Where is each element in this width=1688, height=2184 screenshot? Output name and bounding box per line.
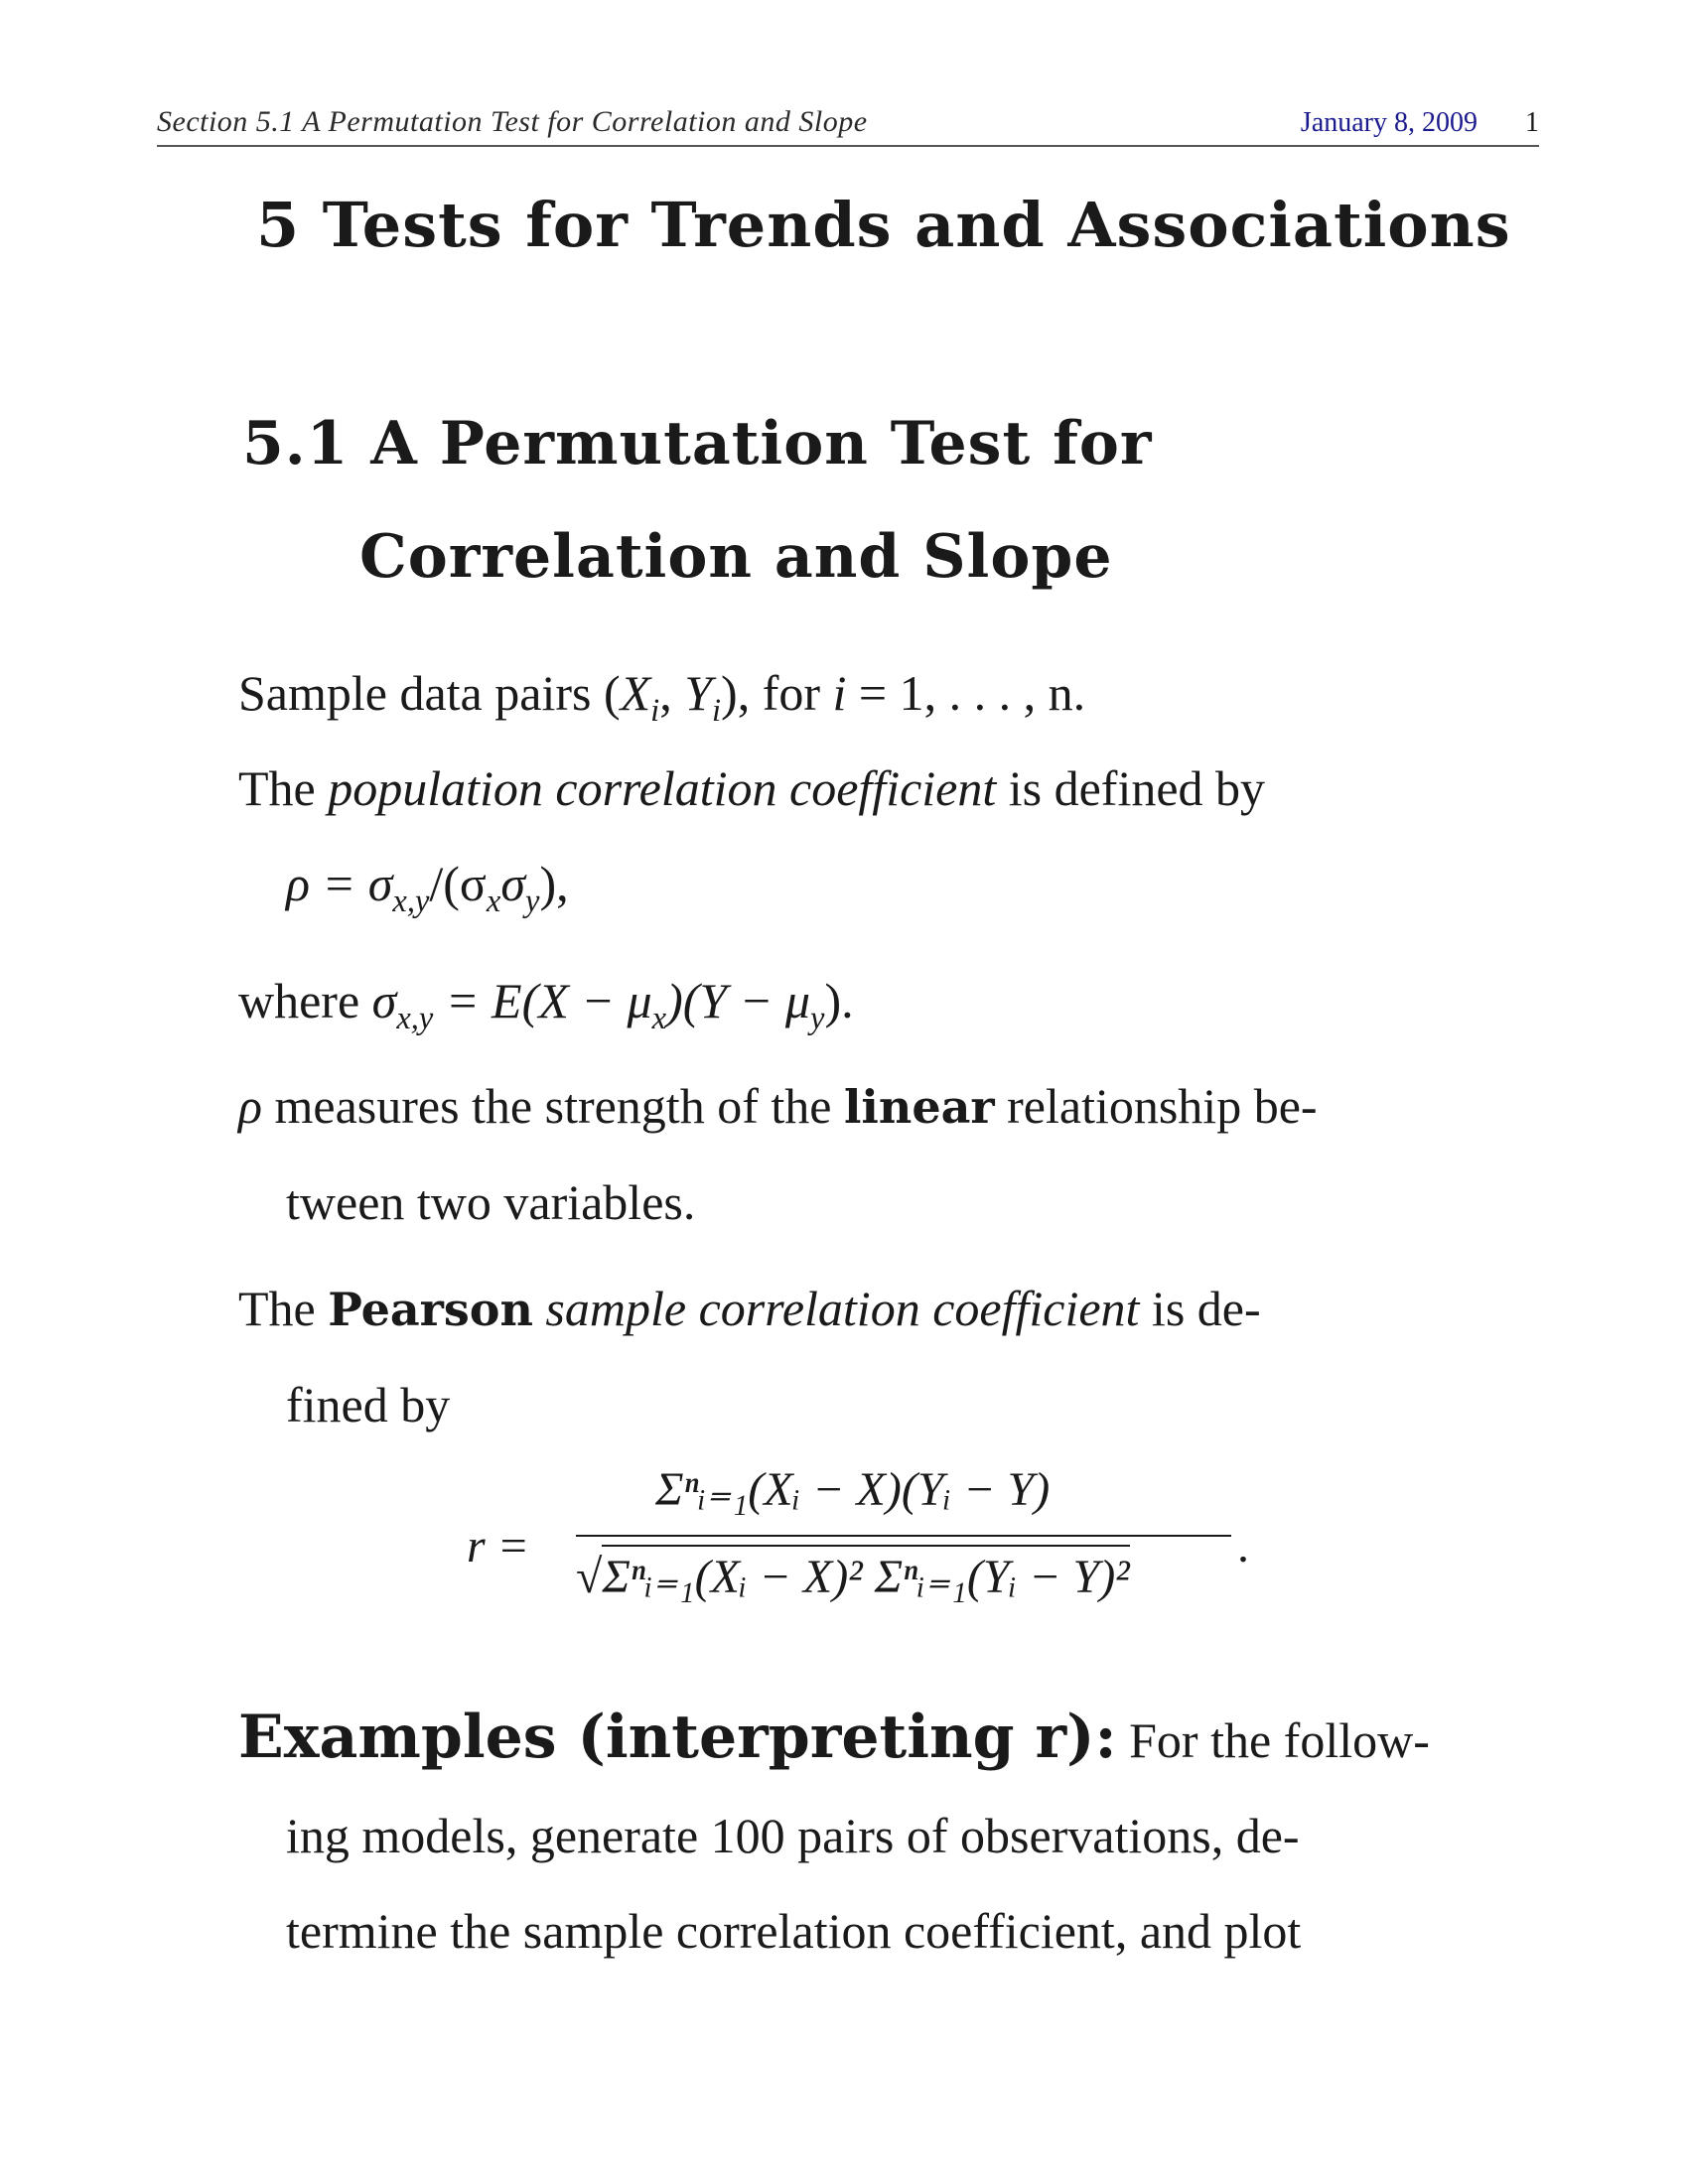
pearson-term: sample correlation coefficient [545,1281,1140,1336]
formula-numerator: Σⁿᵢ₌₁(Xᵢ − X)(Yᵢ − Y) [655,1463,1051,1516]
header-rule [157,145,1539,147]
formula-lhs: r = [467,1520,530,1572]
chapter-title: 5 Tests for Trends and Associations [256,189,1511,261]
section-title-line1: 5.1 A Permutation Test for [242,409,1153,478]
formula-denominator: √Σⁿᵢ₌₁(Xᵢ − X)² Σⁿᵢ₌₁(Yᵢ − Y)² [576,1545,1130,1604]
fraction-bar [576,1535,1231,1537]
header-section-title: Section 5.1 A Permutation Test for Correlation and Slope [157,105,868,138]
pearson-bold: Pearson [328,1283,533,1336]
pearson-paragraph: The Pearson sample correlation coefficient is de- fined by [238,1281,1261,1433]
sample-pairs-paragraph: Sample data pairs ($X_i$, $Y_i$), for i = 1, . . . , n. [238,665,1086,729]
rho-definition: $\rho = \sigma_{x,y}/(\sigma_x\sigma_y)$, [286,856,569,919]
covariance-paragraph: where $\sigma_{x,y} = E(X - \mu_x)(Y - \mu_y)$. [238,973,854,1036]
examples-heading: Examples (interpreting r): [238,1703,1117,1772]
header-page-number: 1 [1525,107,1539,138]
rho-measures-paragraph: ρ measures the strength of the linear relationship be- tween two variables. [238,1078,1318,1230]
population-paragraph: The population correlation coefficient is defined by $\rho = \sigma_{x,y}/(\sigma_x\sigma_y)$, [238,741,1470,931]
population-term: population correlation coefficient [328,760,997,816]
index-range: = 1, . . . , n. [858,665,1086,721]
examples-paragraph: Examples (interpreting r): For the follow- ing models, generate 100 pairs of observations, de- termine the sample correlation coefficient, and plot [238,1703,1430,1959]
running-header [157,101,1539,141]
formula-period: . [1237,1520,1249,1572]
linear-bold: linear [843,1080,995,1134]
header-date: January 8, 2009 [1300,107,1477,138]
covariance-formula: $\sigma_{x,y} = E(X - \mu_x)(Y - \mu_y)$. [371,973,854,1036]
pair-notation: ($X_i$, $Y_i$) [603,665,738,729]
section-title-line2: Correlation and Slope [359,522,1113,592]
section-title [242,387,1153,614]
pearson-formula [467,1461,1301,1630]
